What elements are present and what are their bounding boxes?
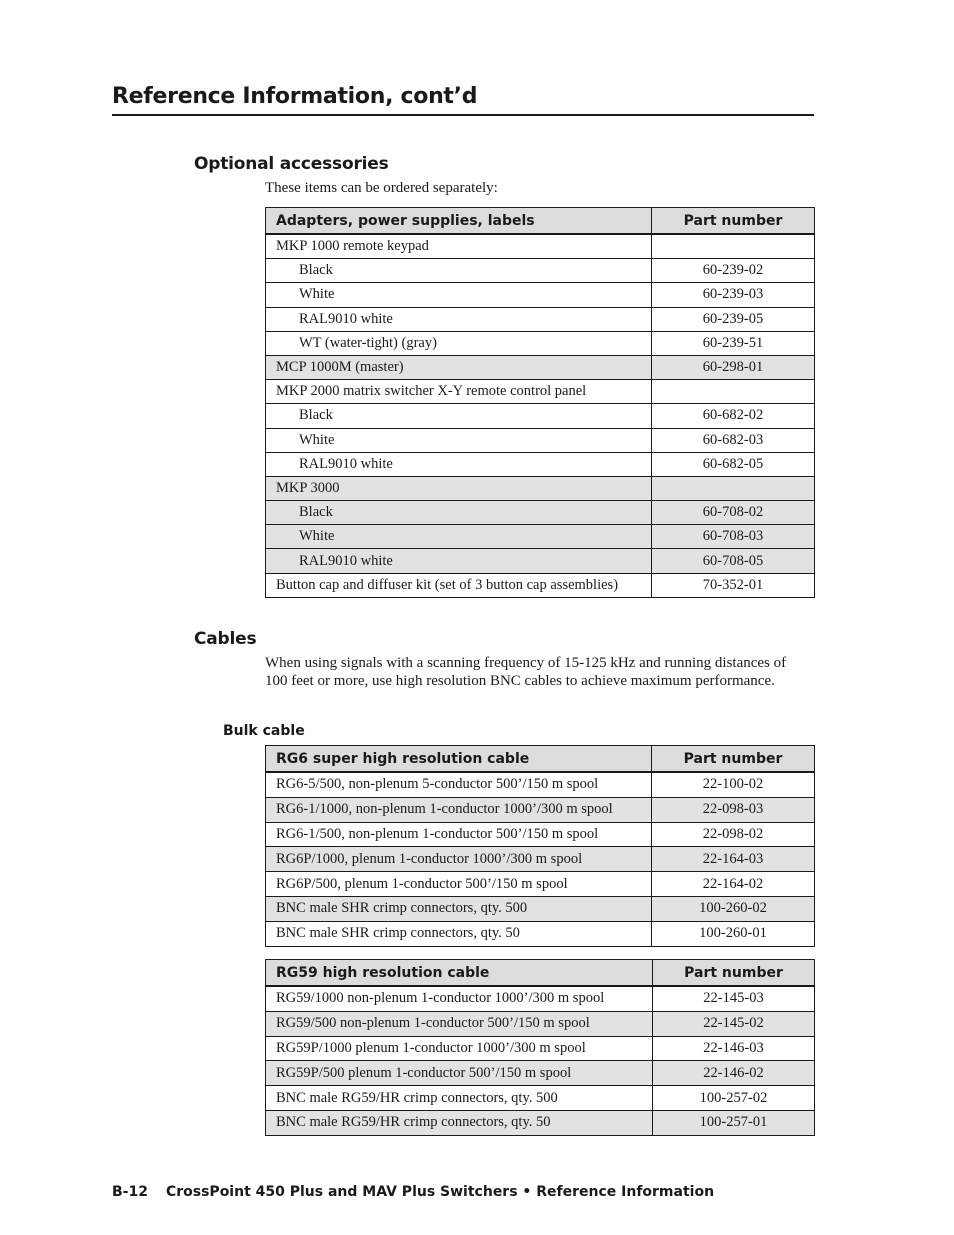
item-part-number: 22-100-02 [652,772,815,797]
accessories-table [265,207,815,598]
item-part-number: 22-164-02 [652,872,815,897]
table-row [266,355,815,379]
item-description: BNC male SHR crimp connectors, qty. 500 [266,896,652,921]
column-header-description: Adapters, power supplies, labels [266,208,652,235]
item-description: RAL9010 white [266,549,652,573]
table-row [266,1110,815,1135]
item-part-number: 100-257-02 [653,1086,815,1111]
table-row [266,573,815,597]
rg59-cable-table [265,959,815,1136]
item-part-number: 60-239-05 [652,307,815,331]
item-part-number: 60-682-05 [652,452,815,476]
table-row [266,1036,815,1061]
item-part-number [652,476,815,500]
item-part-number: 70-352-01 [652,573,815,597]
table-row [266,428,815,452]
table-row [266,307,815,331]
item-part-number: 60-239-02 [652,259,815,283]
column-header-part-number: Part number [652,746,815,773]
item-part-number: 100-260-02 [652,896,815,921]
item-description: RG6-1/500, non-plenum 1-conductor 500’/150 m spool [266,822,652,847]
table-row [266,549,815,573]
table-row [266,1011,815,1036]
table-header-row [266,960,815,987]
column-header-description: RG59 high resolution cable [266,960,653,987]
item-description: RG59/500 non-plenum 1-conductor 500’/150 m spool [266,1011,653,1036]
column-header-part-number: Part number [653,960,815,987]
table-row [266,525,815,549]
cables-intro: When using signals with a scanning frequency of 15-125 kHz and running distances of 100 feet or more, use high resolution BNC cables to achieve maximum performance. [265,655,787,689]
item-part-number: 60-239-51 [652,331,815,355]
item-part-number: 22-146-02 [653,1061,815,1086]
item-part-number: 60-239-03 [652,283,815,307]
table-header-row [266,208,815,235]
table-row [266,1061,815,1086]
table-row [266,234,815,259]
rg59-table-body [266,986,815,1135]
item-part-number: 22-146-03 [653,1036,815,1061]
table-row [266,872,815,897]
item-description: RG6P/1000, plenum 1-conductor 1000’/300 m spool [266,847,652,872]
table-row [266,986,815,1011]
item-part-number: 60-298-01 [652,355,815,379]
item-description: Black [266,501,652,525]
page-title: Reference Information, cont’d [112,82,814,116]
item-part-number: 22-098-03 [652,797,815,822]
item-description: White [266,283,652,307]
table-row [266,921,815,946]
table-header-row [266,746,815,773]
item-part-number: 100-260-01 [652,921,815,946]
item-description: RG6P/500, plenum 1-conductor 500’/150 m spool [266,872,652,897]
item-description: RAL9010 white [266,307,652,331]
item-description: RG6-1/1000, non-plenum 1-conductor 1000’/300 m spool [266,797,652,822]
table-row [266,797,815,822]
table-row [266,452,815,476]
item-part-number: 100-257-01 [653,1110,815,1135]
table-row [266,822,815,847]
item-description: MKP 1000 remote keypad [266,234,652,259]
page-footer [112,1184,714,1200]
table-row [266,476,815,500]
item-description: BNC male SHR crimp connectors, qty. 50 [266,921,652,946]
item-part-number: 60-708-02 [652,501,815,525]
item-description: White [266,428,652,452]
table-row [266,380,815,404]
item-description: Black [266,259,652,283]
accessories-heading: Optional accessories [194,154,389,174]
item-description: RAL9010 white [266,452,652,476]
column-header-part-number: Part number [652,208,815,235]
table-row [266,501,815,525]
item-part-number: 22-098-02 [652,822,815,847]
table-row [266,259,815,283]
item-description: Black [266,404,652,428]
item-description: MKP 3000 [266,476,652,500]
item-description: MCP 1000M (master) [266,355,652,379]
bulk-cable-heading: Bulk cable [223,723,305,739]
rg6-table-body [266,772,815,946]
item-part-number: 60-682-03 [652,428,815,452]
table-row [266,847,815,872]
column-header-description: RG6 super high resolution cable [266,746,652,773]
item-description: RG59P/500 plenum 1-conductor 500’/150 m spool [266,1061,653,1086]
item-description: RG59/1000 non-plenum 1-conductor 1000’/300 m spool [266,986,653,1011]
table-row [266,283,815,307]
accessories-table-body [266,234,815,597]
item-part-number [652,380,815,404]
item-description: BNC male RG59/HR crimp connectors, qty. 50 [266,1110,653,1135]
item-description: RG6-5/500, non-plenum 5-conductor 500’/150 m spool [266,772,652,797]
item-part-number [652,234,815,259]
item-description: RG59P/1000 plenum 1-conductor 1000’/300 m spool [266,1036,653,1061]
page-number: B-12 [112,1184,148,1200]
footer-text: CrossPoint 450 Plus and MAV Plus Switchers • Reference Information [165,1184,715,1200]
item-part-number: 60-708-03 [652,525,815,549]
item-part-number: 22-145-02 [653,1011,815,1036]
table-row [266,772,815,797]
cables-heading: Cables [194,629,257,649]
table-row [266,896,815,921]
item-part-number: 60-682-02 [652,404,815,428]
item-description: WT (water-tight) (gray) [266,331,652,355]
item-part-number: 22-145-03 [653,986,815,1011]
item-part-number: 22-164-03 [652,847,815,872]
table-row [266,404,815,428]
table-row [266,331,815,355]
item-description: MKP 2000 matrix switcher X-Y remote control panel [266,380,652,404]
accessories-intro: These items can be ordered separately: [265,180,498,196]
item-description: Button cap and diffuser kit (set of 3 button cap assemblies) [266,573,652,597]
item-part-number: 60-708-05 [652,549,815,573]
rg6-cable-table [265,745,815,947]
item-description: BNC male RG59/HR crimp connectors, qty. 500 [266,1086,653,1111]
table-row [266,1086,815,1111]
item-description: White [266,525,652,549]
